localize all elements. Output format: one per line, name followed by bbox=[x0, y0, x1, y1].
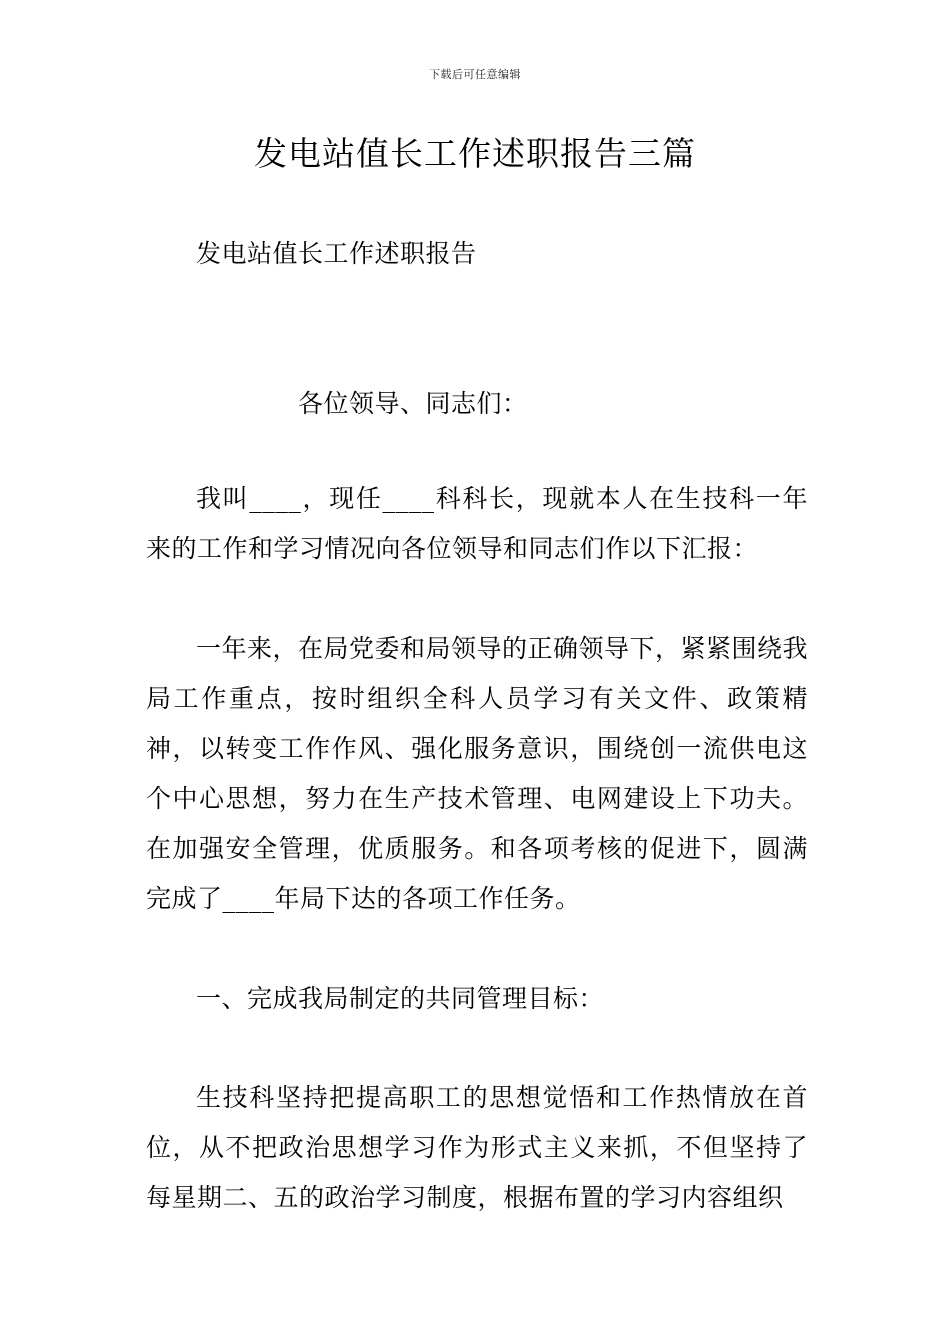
paragraph-introduction: 我叫____，现任____科科长，现就本人在生技科一年来的工作和学习情况向各位领导和同志们作以下汇报： bbox=[146, 484, 808, 563]
paragraph-section-1: 生技科坚持把提高职工的思想觉悟和工作热情放在首位，从不把政治思想学习作为形式主义来抓，不但坚持了每星期二、五的政治学习制度，根据布置的学习内容组织 bbox=[146, 1083, 808, 1212]
header-note: 下载后可任意编辑 bbox=[429, 68, 521, 81]
salutation: 各位领导、同志们： bbox=[298, 389, 528, 418]
document-title: 发电站值长工作述职报告三篇 bbox=[254, 134, 696, 173]
section-heading-1: 一、完成我局制定的共同管理目标： bbox=[196, 984, 605, 1013]
document-subtitle: 发电站值长工作述职报告 bbox=[196, 239, 477, 268]
paragraph-overview: 一年来，在局党委和局领导的正确领导下，紧紧围绕我局工作重点，按时组织全科人员学习有关文件、政策精神，以转变工作作风、强化服务意识，围绕创一流供电这个中心思想，努力在生产技术管理、电网建设上下功夫。在加强安全管理，优质服务。和各项考核的促进下，圆满完成了____年局下达的各项工作任务。 bbox=[146, 634, 809, 913]
